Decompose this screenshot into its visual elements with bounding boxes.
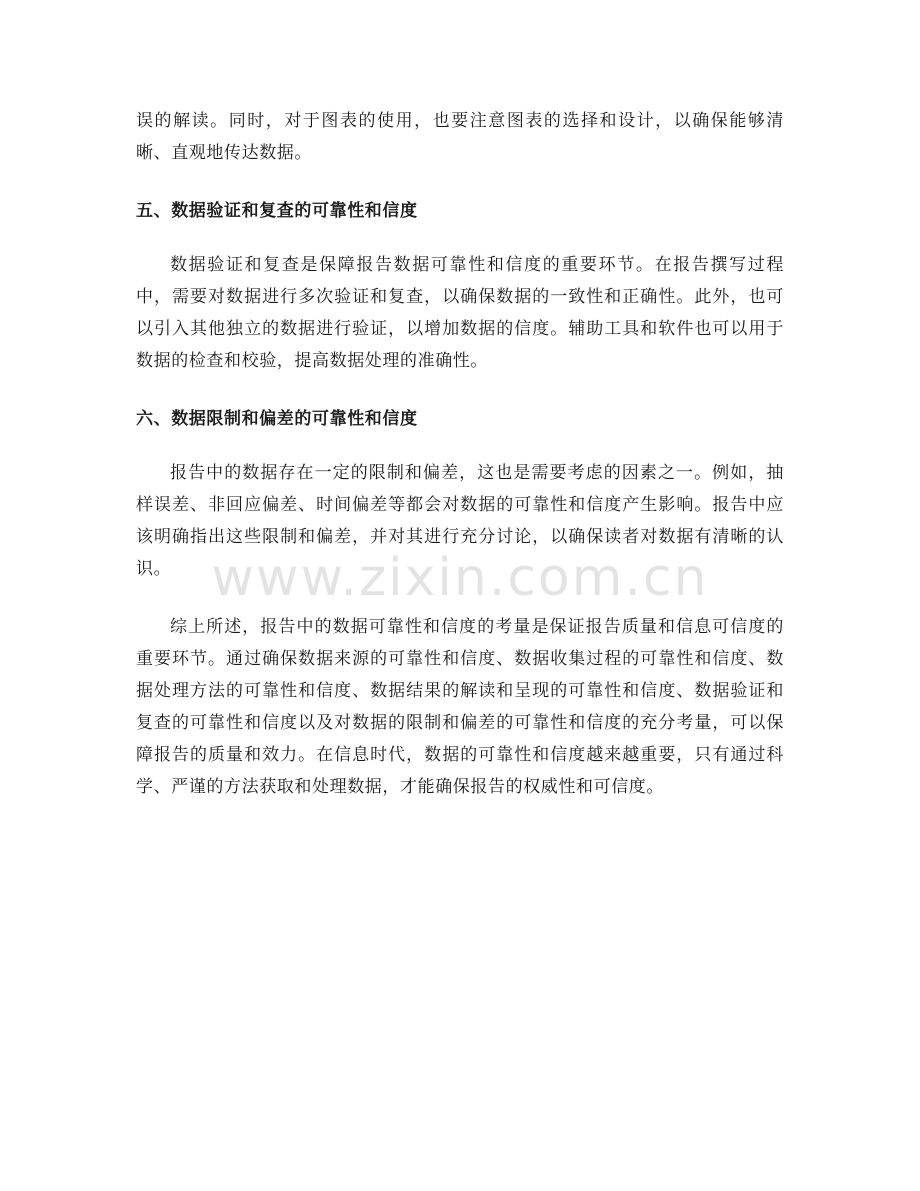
paragraph-continued: 误的解读。同时，对于图表的使用，也要注意图表的选择和设计，以确保能够清晰、直观地传达数据。: [136, 111, 784, 163]
paragraph-section-5: 数据验证和复查是保障报告数据可靠性和信度的重要环节。在报告撰写过程中，需要对数据进行多次验证和复查，以确保数据的一致性和正确性。此外，也可以引入其他独立的数据进行验证，以增加数据的信度。辅助工具和软件也可以用于数据的检查和校验，提高数据处理的准确性。: [136, 255, 784, 371]
paragraph-conclusion: 综上所述，报告中的数据可靠性和信度的考量是保证报告质量和信息可信度的重要环节。通过确保数据来源的可靠性和信度、数据收集过程的可靠性和信度、数据处理方法的可靠性和信度、数据结果的解读和呈现的可靠性和信度、数据验证和复查的可靠性和信度以及对数据的限制和偏差的可靠性和信度的充分考量，可以保障报告的质量和效力。在信息时代，数据的可靠性和信度越来越重要，只有通过科学、严谨的方法获取和处理数据，才能确保报告的权威性和可信度。: [136, 617, 784, 797]
document-body: [136, 105, 784, 803]
section-heading-6: 六、数据限制和偏差的可靠性和信度: [136, 409, 418, 429]
section-heading-5: 五、数据验证和复查的可靠性和信度: [136, 201, 418, 221]
watermark: www.zixin.com.cn: [211, 548, 709, 608]
paragraph-section-6: 报告中的数据存在一定的限制和偏差，这也是需要考虑的因素之一。例如，抽样误差、非回应偏差、时间偏差等都会对数据的可靠性和信度产生影响。报告中应该明确指出这些限制和偏差，并对其进行充分讨论，以确保读者对数据有清晰的认识。: [136, 463, 784, 579]
